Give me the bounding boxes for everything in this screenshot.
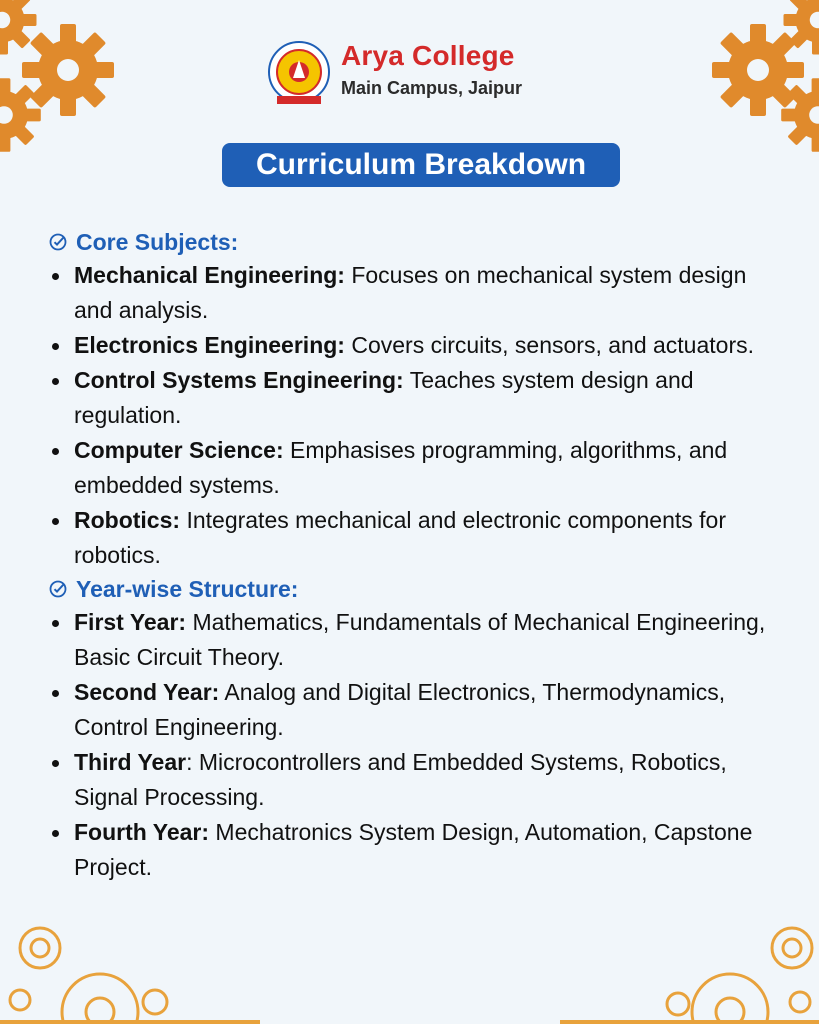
year-wise-list xyxy=(48,605,768,885)
gear-icon xyxy=(700,0,819,160)
college-logo xyxy=(263,38,335,110)
core-subjects-list xyxy=(48,258,768,573)
item-text: Teaches system design and regulation. xyxy=(74,367,694,428)
item-term: Computer Science: xyxy=(74,437,284,463)
item-term: Fourth Year: xyxy=(74,819,210,845)
list-item xyxy=(48,328,768,363)
list-item xyxy=(48,503,768,573)
item-term: First Year: xyxy=(74,609,187,635)
list-item xyxy=(48,675,768,745)
gear-icon xyxy=(560,920,819,1024)
list-item xyxy=(48,815,768,885)
college-header xyxy=(263,38,583,110)
section-heading-year-wise xyxy=(48,573,768,605)
list-item xyxy=(48,363,768,433)
curriculum-content xyxy=(48,226,768,885)
item-term: Control Systems Engineering: xyxy=(74,367,404,393)
item-text: Emphasises programming, algorithms, and embedded systems. xyxy=(74,437,728,498)
item-text: Analog and Digital Electronics, Thermodynamics, Control Engineering. xyxy=(74,679,726,740)
item-text: Integrates mechanical and electronic components for robotics. xyxy=(74,507,726,568)
campus-name: Main Campus, Jaipur xyxy=(341,78,523,98)
section-heading-text: Year-wise Structure: xyxy=(76,575,299,602)
gear-icon xyxy=(0,920,260,1024)
item-text: Focuses on mechanical system design and analysis. xyxy=(74,262,747,323)
item-term: Second Year: xyxy=(74,679,220,705)
college-name: Arya College xyxy=(341,40,515,71)
list-item xyxy=(48,258,768,328)
item-text: Mechatronics System Design, Automation, Capstone Project. xyxy=(74,819,753,880)
list-item xyxy=(48,433,768,503)
list-item xyxy=(48,745,768,815)
item-text: Covers circuits, sensors, and actuators. xyxy=(344,332,755,358)
item-term: Electronics Engineering: xyxy=(74,332,345,358)
item-term: Robotics: xyxy=(74,507,181,533)
check-circle-icon xyxy=(48,232,68,252)
gear-icon xyxy=(0,0,120,160)
list-item xyxy=(48,605,768,675)
page-title: Curriculum Breakdown xyxy=(222,143,620,187)
section-heading-text: Core Subjects: xyxy=(76,228,239,255)
item-term: Third Year xyxy=(74,749,187,775)
item-text: : Microcontrollers and Embedded Systems, Robotics, Signal Processing. xyxy=(74,749,727,810)
check-circle-icon xyxy=(48,579,68,599)
item-text: Mathematics, Fundamentals of Mechanical Engineering, Basic Circuit Theory. xyxy=(74,609,766,670)
item-term: Mechanical Engineering: xyxy=(74,262,345,288)
section-heading-core-subjects xyxy=(48,226,768,258)
